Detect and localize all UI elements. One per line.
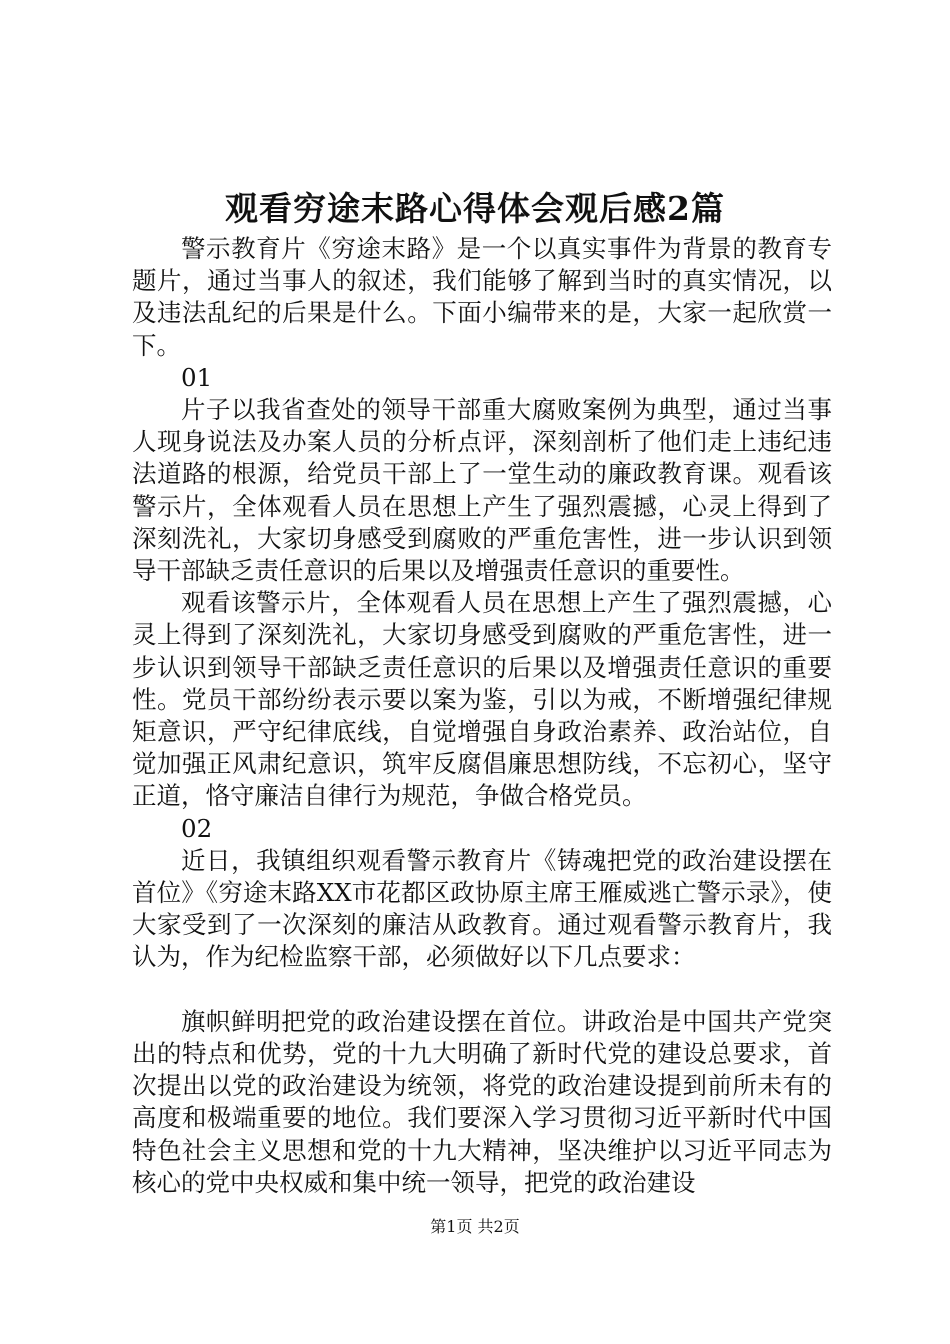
page-footer: 第1页 共2页: [430, 1217, 520, 1236]
section-number: 02: [181, 813, 213, 843]
document-body: [132, 233, 832, 1199]
body-paragraph: 片子以我省查处的领导干部重大腐败案例为典型，通过当事人现身说法及办案人员的分析点评，深刻剖析了他们走上违纪违法道路的根源，给党员干部上了一堂生动的廉政教育课。观看该警示片，全体观看人员在思想上产生了强烈震撼，心灵上得到了深刻洗礼，大家切身感受到腐败的严重危害性，进一步认识到领导干部缺乏责任意识的后果以及增强责任意识的重要性。: [132, 395, 832, 586]
intro-paragraph: 警示教育片《穷途末路》是一个以真实事件为背景的教育专题片，通过当事人的叙述，我们能够了解到当时的真实情况，以及违法乱纪的后果是什么。下面小编带来的是，大家一起欣赏一下。: [132, 234, 832, 360]
document-title: 观看穷途末路心得体会观后感2篇: [225, 189, 725, 228]
body-paragraph: 近日，我镇组织观看警示教育片《铸魂把党的政治建设摆在首位》《穷途末路XX市花都区政协原主席王雁威逃亡警示录》，使大家受到了一次深刻的廉洁从政教育。通过观看警示教育片，我认为，作为纪检监察干部，必须做好以下几点要求：: [132, 845, 832, 972]
section-number: 01: [181, 362, 213, 392]
body-paragraph: 观看该警示片，全体观看人员在思想上产生了强烈震撼，心灵上得到了深刻洗礼，大家切身感受到腐败的严重危害性，进一步认识到领导干部缺乏责任意识的后果以及增强责任意识的重要性。党员干部纷纷表示要以案为鉴，引以为戒，不断增强纪律规矩意识，严守纪律底线，自觉增强自身政治素养、政治站位，自觉加强正风肃纪意识，筑牢反腐倡廉思想防线，不忘初心，坚守正道，恪守廉洁自律行为规范，争做合格党员。: [132, 588, 832, 811]
body-paragraph: 旗帜鲜明把党的政治建设摆在首位。讲政治是中国共产党突出的特点和优势，党的十九大明确了新时代党的建设总要求，首次提出以党的政治建设为统领，将党的政治建设提到前所未有的高度和极端重要的地位。我们要深入学习贯彻习近平新时代中国特色社会主义思想和党的十九大精神，坚决维护以习近平同志为核心的党中央权威和集中统一领导，把党的政治建设: [132, 1006, 832, 1197]
blank-line: [132, 974, 832, 1006]
